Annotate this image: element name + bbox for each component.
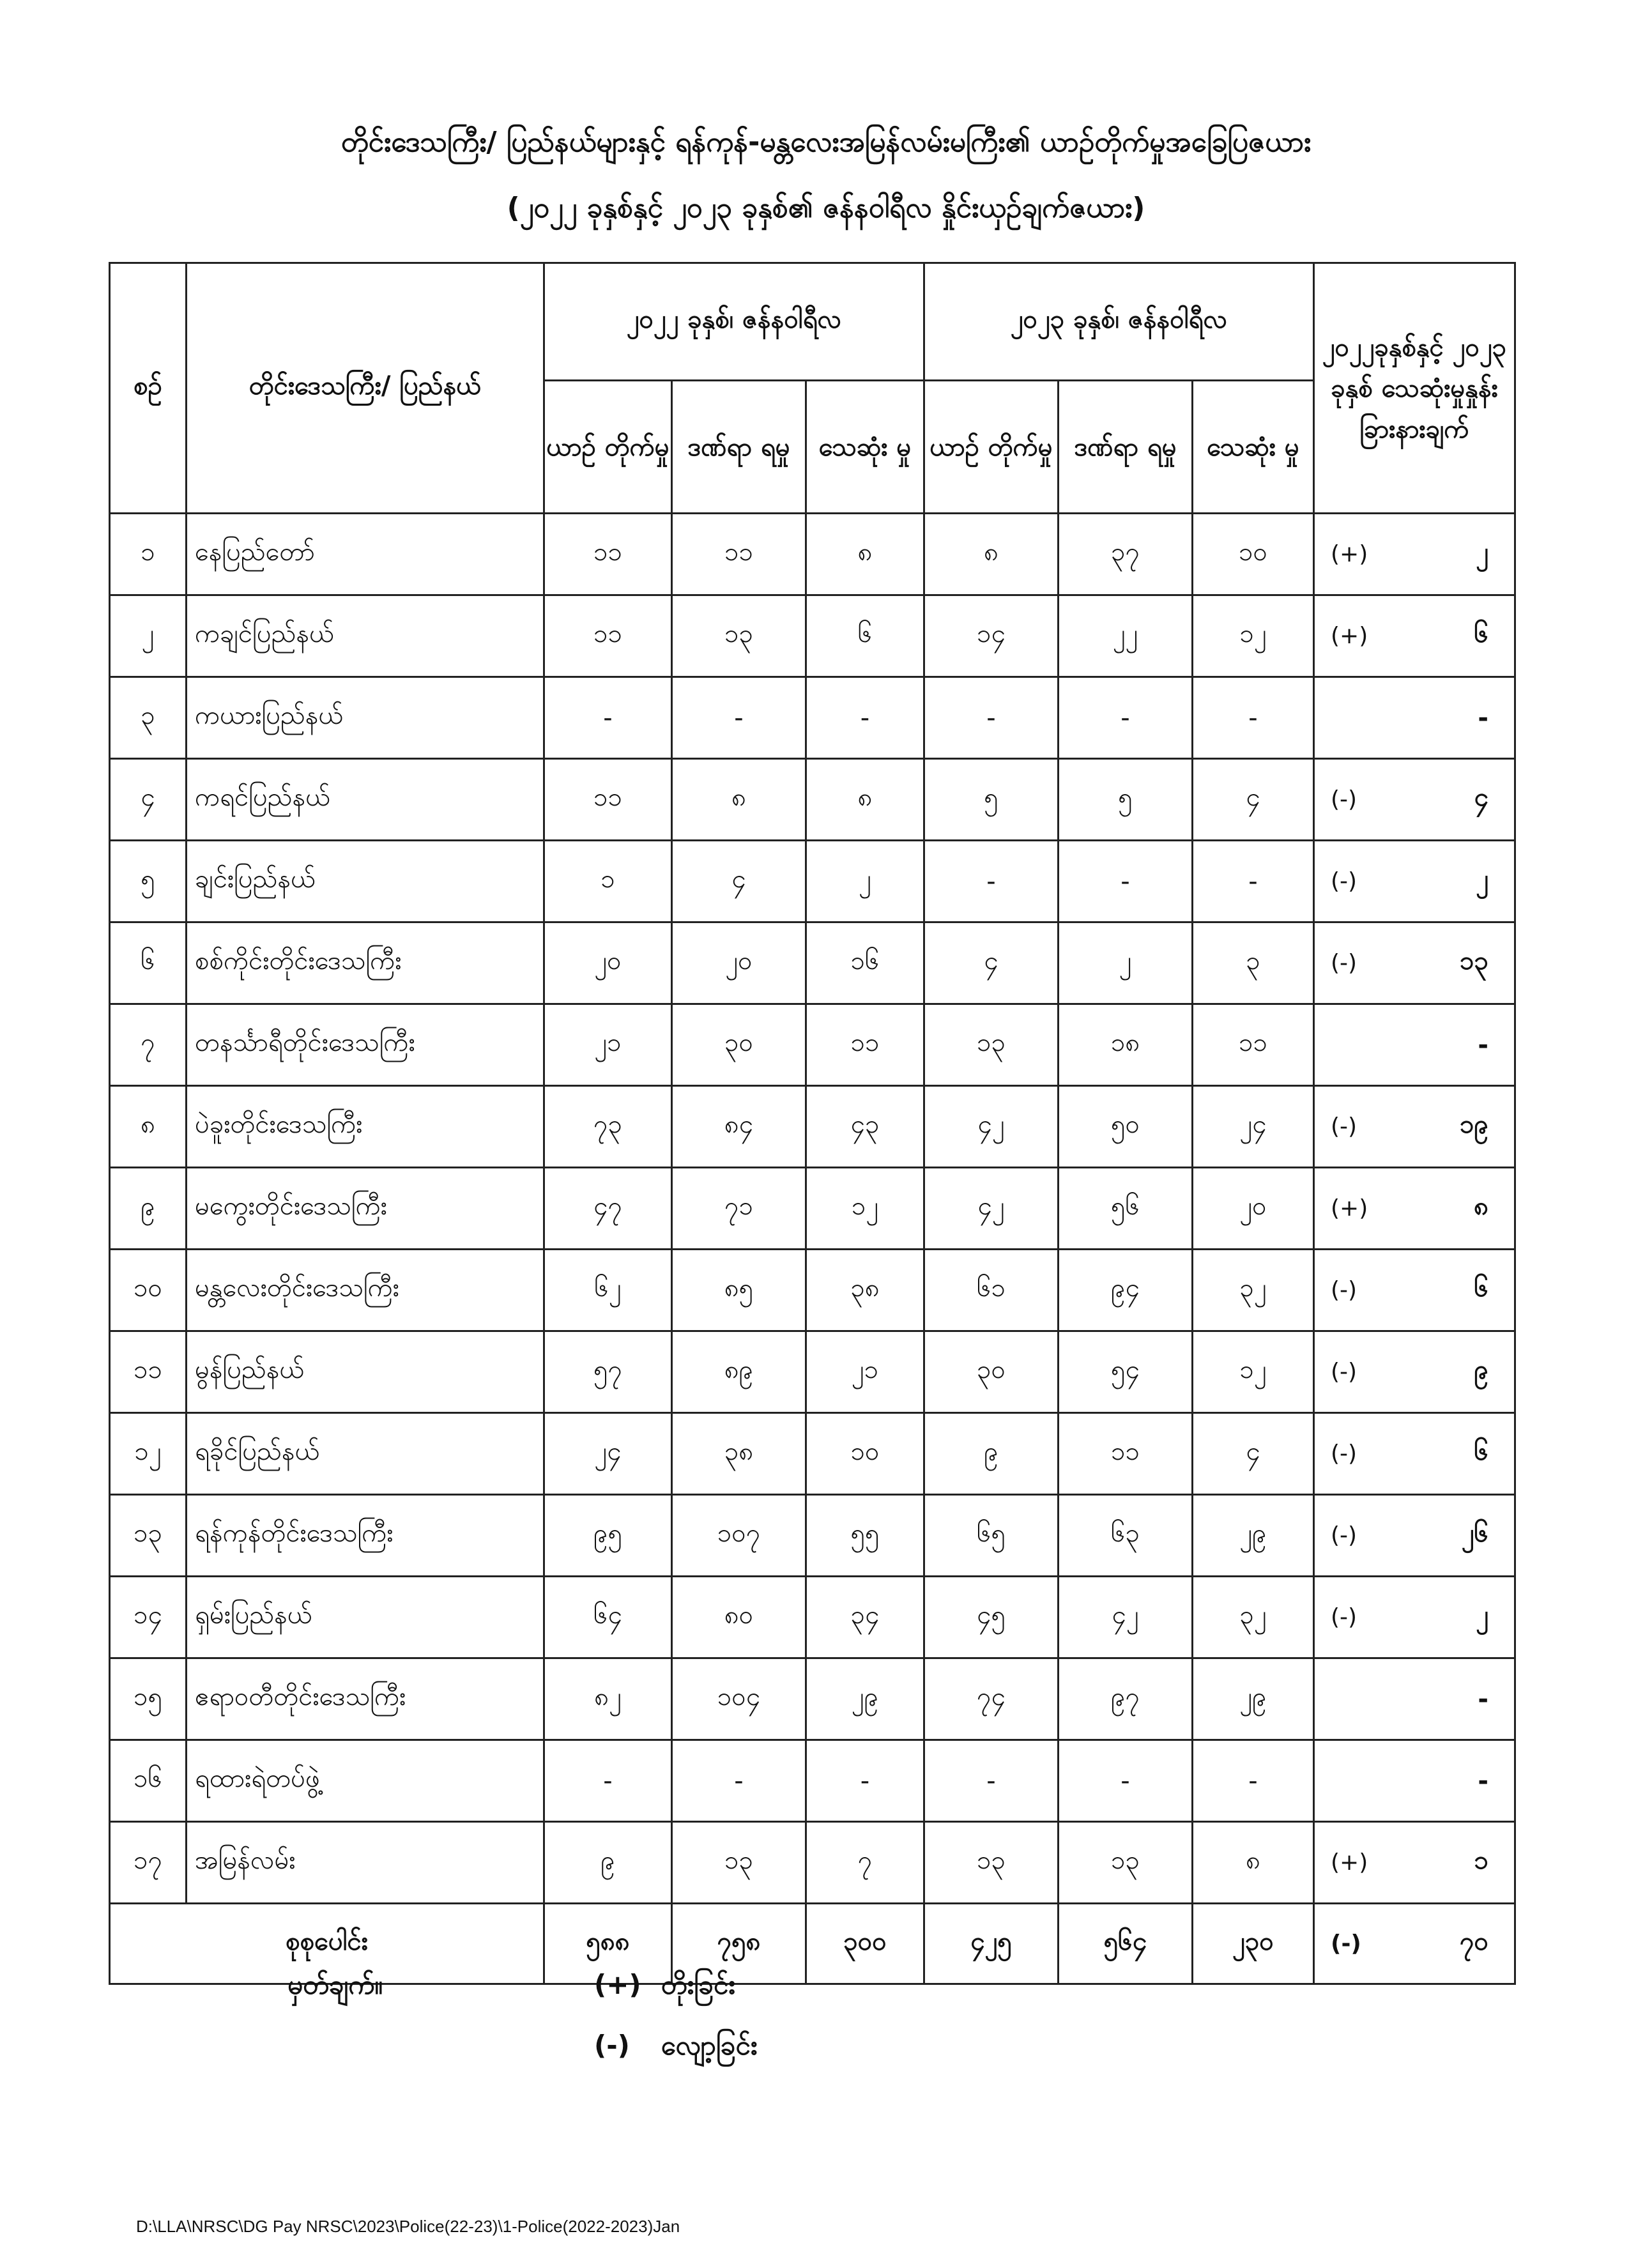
row-number: ၅ (110, 841, 187, 922)
row-diff-value: ၁၃ (1460, 946, 1488, 975)
row-difference (1314, 1168, 1515, 1250)
header-difference: ၂၀၂၂ခုနှစ်နှင့် ၂၀၂၃ ခုနှစ် သေဆုံးမှုနှုန်း ခြားနားချက် (1314, 263, 1515, 514)
row-accidents-2022: ၂၄ (544, 1413, 672, 1495)
row-injured-2023: ၂ (1059, 922, 1193, 1004)
row-accidents-2023: ၆၅ (924, 1495, 1059, 1577)
row-difference (1314, 1413, 1515, 1495)
row-diff-sign: (-) (1331, 786, 1358, 813)
row-difference (1314, 1250, 1515, 1331)
row-accidents-2022: ၉ (544, 1822, 672, 1904)
total-diff-value: ၇၀ (1460, 1927, 1488, 1956)
row-injured-2022: ၁၁ (672, 514, 806, 595)
row-injured-2022: ၇၁ (672, 1168, 806, 1250)
header-injured-2023: ဒဏ်ရာ ရမှု (1059, 381, 1193, 514)
row-region: ကယားပြည်နယ် (187, 677, 544, 759)
row-diff-sign: (+) (1331, 1195, 1368, 1221)
row-injured-2023: ၄၂ (1059, 1577, 1193, 1658)
header-no: စဉ် (110, 263, 187, 514)
row-number: ၁၆ (110, 1740, 187, 1822)
row-difference (1314, 1495, 1515, 1577)
row-deaths-2023: ၂၄ (1193, 1086, 1314, 1168)
row-deaths-2022: ၃၄ (806, 1577, 924, 1658)
document-title: တိုင်းဒေသကြီး/ ပြည်နယ်များနှင့် ရန်ကုန်-မန္တလေးအမြန်လမ်းမကြီး၏ ယာဉ်တိုက်မှုအခြေပြဇယား (340, 126, 1312, 158)
row-accidents-2023: ၄၅ (924, 1577, 1059, 1658)
row-deaths-2023: - (1193, 841, 1314, 922)
row-diff-sign: (+) (1331, 541, 1368, 567)
row-deaths-2022: ၃၈ (806, 1250, 924, 1331)
notes-label: မှတ်ချက်။ (287, 1969, 383, 2000)
table-row (110, 514, 1515, 595)
row-deaths-2023: ၂၉ (1193, 1495, 1314, 1577)
row-region: ဧရာဝတီတိုင်းဒေသကြီး (187, 1658, 544, 1740)
row-region: အမြန်လမ်း (187, 1822, 544, 1904)
row-injured-2022: ၈ (672, 759, 806, 841)
table-row (110, 759, 1515, 841)
row-difference (1314, 1822, 1515, 1904)
table-row (110, 841, 1515, 922)
row-diff-sign: (-) (1331, 1113, 1358, 1140)
row-region: ကရင်ပြည်နယ် (187, 759, 544, 841)
row-injured-2022: ၈၉ (672, 1331, 806, 1413)
table-row (110, 595, 1515, 677)
row-difference (1314, 759, 1515, 841)
row-diff-sign: (-) (1331, 1441, 1358, 1467)
row-injured-2022: ၁၀၄ (672, 1658, 806, 1740)
row-accidents-2023: ၄၂ (924, 1086, 1059, 1168)
row-region: ရှမ်းပြည်နယ် (187, 1577, 544, 1658)
row-deaths-2022: ၈ (806, 759, 924, 841)
row-deaths-2022: ၂၁ (806, 1331, 924, 1413)
row-region: ရထားရဲတပ်ဖွဲ့ (187, 1740, 544, 1822)
header-period-2022: ၂၀၂၂ ခုနှစ်၊ ဇန်နဝါရီလ (544, 263, 924, 381)
row-accidents-2022: - (544, 677, 672, 759)
row-accidents-2022: ၈၂ (544, 1658, 672, 1740)
row-diff-sign: (-) (1331, 1277, 1358, 1303)
row-accidents-2023: ၃၀ (924, 1331, 1059, 1413)
row-diff-value: - (1478, 1684, 1488, 1714)
row-injured-2023: ၅၄ (1059, 1331, 1193, 1413)
row-deaths-2023: - (1193, 1740, 1314, 1822)
row-deaths-2022: ၁၂ (806, 1168, 924, 1250)
row-region: ရခိုင်ပြည်နယ် (187, 1413, 544, 1495)
row-deaths-2022: ၁၁ (806, 1004, 924, 1086)
total-injured-2022: ၇၅၈ (672, 1904, 806, 1984)
row-difference (1314, 1658, 1515, 1740)
row-difference (1314, 1086, 1515, 1168)
row-deaths-2023: ၃၂ (1193, 1250, 1314, 1331)
row-accidents-2022: ၁ (544, 841, 672, 922)
row-accidents-2022: ၆၂ (544, 1250, 672, 1331)
row-diff-sign: (-) (1331, 1604, 1358, 1630)
header-deaths-2022: သေဆုံး မှု (806, 381, 924, 514)
row-deaths-2022: ၂ (806, 841, 924, 922)
row-accidents-2023: - (924, 1740, 1059, 1822)
row-region: တနင်္သာရီတိုင်းဒေသကြီး (187, 1004, 544, 1086)
row-injured-2022: ၈၅ (672, 1250, 806, 1331)
row-injured-2022: ၃၀ (672, 1004, 806, 1086)
row-difference (1314, 922, 1515, 1004)
row-number: ၈ (110, 1086, 187, 1168)
row-deaths-2022: ၆ (806, 595, 924, 677)
row-diff-value: ၁၉ (1460, 1110, 1488, 1139)
total-accidents-2023: ၄၂၅ (924, 1904, 1059, 1984)
row-diff-sign: (-) (1331, 1359, 1358, 1385)
row-accidents-2022: ၁၁ (544, 514, 672, 595)
row-injured-2023: ၂၂ (1059, 595, 1193, 677)
row-number: ၆ (110, 922, 187, 1004)
table-row (110, 1086, 1515, 1168)
row-accidents-2023: ၇၄ (924, 1658, 1059, 1740)
row-accidents-2022: ၁၁ (544, 595, 672, 677)
row-injured-2023: ၁၈ (1059, 1004, 1193, 1086)
table-header (110, 263, 1515, 514)
row-diff-sign: (-) (1331, 868, 1358, 894)
row-diff-value: ၁ (1474, 1846, 1488, 1875)
row-diff-sign: (+) (1331, 623, 1368, 649)
row-injured-2022: ၈၀ (672, 1577, 806, 1658)
row-accidents-2023: - (924, 841, 1059, 922)
row-injured-2022: ၁၃ (672, 1822, 806, 1904)
row-deaths-2022: ၅၅ (806, 1495, 924, 1577)
table-body (110, 514, 1515, 1984)
header-accidents-2022: ယာဉ် တိုက်မှု (544, 381, 672, 514)
row-region: ကချင်ပြည်နယ် (187, 595, 544, 677)
row-accidents-2022: - (544, 1740, 672, 1822)
header-period-2023: ၂၀၂၃ ခုနှစ်၊ ဇန်နဝါရီလ (924, 263, 1314, 381)
row-deaths-2023: ၁၀ (1193, 514, 1314, 595)
row-deaths-2022: ၈ (806, 514, 924, 595)
row-deaths-2023: ၄ (1193, 1413, 1314, 1495)
row-injured-2023: ၁၁ (1059, 1413, 1193, 1495)
header-accidents-2023: ယာဉ် တိုက်မှု (924, 381, 1059, 514)
legend-minus-symbol: (-) (594, 2030, 630, 2061)
table-row (110, 922, 1515, 1004)
row-region: ရန်ကုန်တိုင်းဒေသကြီး (187, 1495, 544, 1577)
row-injured-2022: ၃၈ (672, 1413, 806, 1495)
row-deaths-2023: ၁၂ (1193, 595, 1314, 677)
row-deaths-2022: - (806, 1740, 924, 1822)
row-injured-2023: ၅ (1059, 759, 1193, 841)
row-accidents-2022: ၄၇ (544, 1168, 672, 1250)
table-row (110, 1658, 1515, 1740)
row-accidents-2023: ၁၃ (924, 1004, 1059, 1086)
total-difference (1314, 1904, 1515, 1984)
row-accidents-2022: ၂၁ (544, 1004, 672, 1086)
row-region: ချင်းပြည်နယ် (187, 841, 544, 922)
table-row (110, 677, 1515, 759)
row-injured-2023: ၆၃ (1059, 1495, 1193, 1577)
row-number: ၁၅ (110, 1658, 187, 1740)
row-diff-value: - (1478, 703, 1488, 733)
row-accidents-2023: ၁၄ (924, 595, 1059, 677)
table-row (110, 1495, 1515, 1577)
row-accidents-2023: ၈ (924, 514, 1059, 595)
row-injured-2023: - (1059, 677, 1193, 759)
row-injured-2023: ၉၇ (1059, 1658, 1193, 1740)
header-region: တိုင်းဒေသကြီး/ ပြည်နယ် (187, 263, 544, 514)
total-deaths-2022: ၃၀၀ (806, 1904, 924, 1984)
row-diff-value: ၉ (1474, 1355, 1488, 1384)
legend-increase (594, 1968, 735, 2007)
row-accidents-2022: ၂၀ (544, 922, 672, 1004)
row-number: ၉ (110, 1168, 187, 1250)
row-number: ၄ (110, 759, 187, 841)
row-accidents-2022: ၉၅ (544, 1495, 672, 1577)
row-accidents-2023: ၄ (924, 922, 1059, 1004)
row-diff-value: ၆ (1474, 1273, 1488, 1303)
row-deaths-2023: ၃ (1193, 922, 1314, 1004)
row-region: ပဲခူးတိုင်းဒေသကြီး (187, 1086, 544, 1168)
row-diff-value: ၂ (1476, 537, 1488, 567)
table-row (110, 1331, 1515, 1413)
row-difference (1314, 514, 1515, 595)
row-accidents-2023: ၆၁ (924, 1250, 1059, 1331)
row-number: ၂ (110, 595, 187, 677)
table-row (110, 1577, 1515, 1658)
row-accidents-2022: ၇၃ (544, 1086, 672, 1168)
row-deaths-2023: ၃၂ (1193, 1577, 1314, 1658)
header-deaths-2023: သေဆုံး မှု (1193, 381, 1314, 514)
row-number: ၁၁ (110, 1331, 187, 1413)
row-deaths-2023: ၄ (1193, 759, 1314, 841)
row-diff-value: ၂၆ (1461, 1519, 1488, 1548)
row-accidents-2022: ၆၄ (544, 1577, 672, 1658)
row-deaths-2023: ၁၂ (1193, 1331, 1314, 1413)
row-injured-2023: ၃၇ (1059, 514, 1193, 595)
row-deaths-2023: ၈ (1193, 1822, 1314, 1904)
row-number: ၁၇ (110, 1822, 187, 1904)
row-diff-value: ၂ (1476, 1600, 1488, 1630)
row-accidents-2023: - (924, 677, 1059, 759)
row-number: ၇ (110, 1004, 187, 1086)
file-path-footer: D:\LLA\NRSC\DG Pay NRSC\2023\Police(22-23)\1-Police(2022-2023)Jan (136, 2217, 680, 2236)
row-injured-2022: - (672, 677, 806, 759)
row-diff-value: ၄ (1474, 783, 1488, 812)
row-deaths-2023: ၂၉ (1193, 1658, 1314, 1740)
table-row (110, 1413, 1515, 1495)
legend-minus-text: လျော့ခြင်း (661, 2030, 758, 2061)
row-diff-value: - (1478, 1766, 1488, 1796)
table-row (110, 1004, 1515, 1086)
row-diff-value: ၆ (1474, 1437, 1488, 1466)
row-diff-value: - (1478, 1030, 1488, 1060)
row-injured-2022: ၄ (672, 841, 806, 922)
row-number: ၁၄ (110, 1577, 187, 1658)
row-region: မွန်ပြည်နယ် (187, 1331, 544, 1413)
legend-decrease (594, 2028, 757, 2068)
row-difference (1314, 1331, 1515, 1413)
row-accidents-2023: ၁၃ (924, 1822, 1059, 1904)
row-diff-value: ၈ (1474, 1191, 1488, 1221)
row-deaths-2022: ၇ (806, 1822, 924, 1904)
row-accidents-2023: ၄၂ (924, 1168, 1059, 1250)
row-region: နေပြည်တော် (187, 514, 544, 595)
total-label: စုစုပေါင်း (110, 1904, 544, 1984)
total-deaths-2023: ၂၃၀ (1193, 1904, 1314, 1984)
header-injured-2022: ဒဏ်ရာ ရမှု (672, 381, 806, 514)
row-injured-2022: - (672, 1740, 806, 1822)
row-injured-2022: ၂၀ (672, 922, 806, 1004)
row-deaths-2022: ၄၃ (806, 1086, 924, 1168)
row-region: မန္တလေးတိုင်းဒေသကြီး (187, 1250, 544, 1331)
row-injured-2022: ၈၄ (672, 1086, 806, 1168)
row-difference (1314, 595, 1515, 677)
row-accidents-2022: ၅၇ (544, 1331, 672, 1413)
document-subtitle: (၂၀၂၂ ခုနှစ်နှင့် ၂၀၂၃ ခုနှစ်၏ ဇန်နဝါရီလ နှိုင်းယှဉ်ချက်ဇယား) (507, 192, 1145, 224)
row-injured-2023: - (1059, 1740, 1193, 1822)
row-injured-2022: ၁၃ (672, 595, 806, 677)
row-deaths-2023: ၂၀ (1193, 1168, 1314, 1250)
total-injured-2023: ၅၆၄ (1059, 1904, 1193, 1984)
row-accidents-2023: ၅ (924, 759, 1059, 841)
row-number: ၁ (110, 514, 187, 595)
row-injured-2022: ၁၀၇ (672, 1495, 806, 1577)
row-diff-sign: (-) (1331, 1522, 1358, 1549)
row-number: ၁၃ (110, 1495, 187, 1577)
row-deaths-2023: - (1193, 677, 1314, 759)
table-row (110, 1250, 1515, 1331)
row-accidents-2022: ၁၁ (544, 759, 672, 841)
accident-table (109, 262, 1516, 1985)
table-row (110, 1168, 1515, 1250)
row-difference (1314, 1004, 1515, 1086)
row-difference (1314, 841, 1515, 922)
row-number: ၁၀ (110, 1250, 187, 1331)
total-diff-sign: (-) (1331, 1931, 1361, 1957)
row-difference (1314, 1577, 1515, 1658)
legend-plus-text: တိုးခြင်း (661, 1969, 735, 2000)
row-diff-value: ၂ (1476, 864, 1488, 894)
row-diff-sign: (-) (1331, 950, 1358, 976)
row-injured-2023: ၉၄ (1059, 1250, 1193, 1331)
total-accidents-2022: ၅၈၈ (544, 1904, 672, 1984)
table-row (110, 1822, 1515, 1904)
row-diff-sign: (+) (1331, 1849, 1368, 1876)
row-injured-2023: ၅၀ (1059, 1086, 1193, 1168)
row-difference (1314, 1740, 1515, 1822)
row-difference (1314, 677, 1515, 759)
row-region: မကွေးတိုင်းဒေသကြီး (187, 1168, 544, 1250)
row-diff-value: ၆ (1474, 619, 1488, 648)
row-region: စစ်ကိုင်းတိုင်းဒေသကြီး (187, 922, 544, 1004)
row-deaths-2022: ၁၆ (806, 922, 924, 1004)
row-deaths-2023: ၁၁ (1193, 1004, 1314, 1086)
row-accidents-2023: ၉ (924, 1413, 1059, 1495)
row-deaths-2022: ၁၀ (806, 1413, 924, 1495)
row-deaths-2022: ၂၉ (806, 1658, 924, 1740)
row-number: ၁၂ (110, 1413, 187, 1495)
row-number: ၃ (110, 677, 187, 759)
row-injured-2023: ၅၆ (1059, 1168, 1193, 1250)
legend-plus-symbol: (+) (594, 1969, 641, 2000)
row-injured-2023: - (1059, 841, 1193, 922)
row-injured-2023: ၁၃ (1059, 1822, 1193, 1904)
row-deaths-2022: - (806, 677, 924, 759)
table-row (110, 1740, 1515, 1822)
